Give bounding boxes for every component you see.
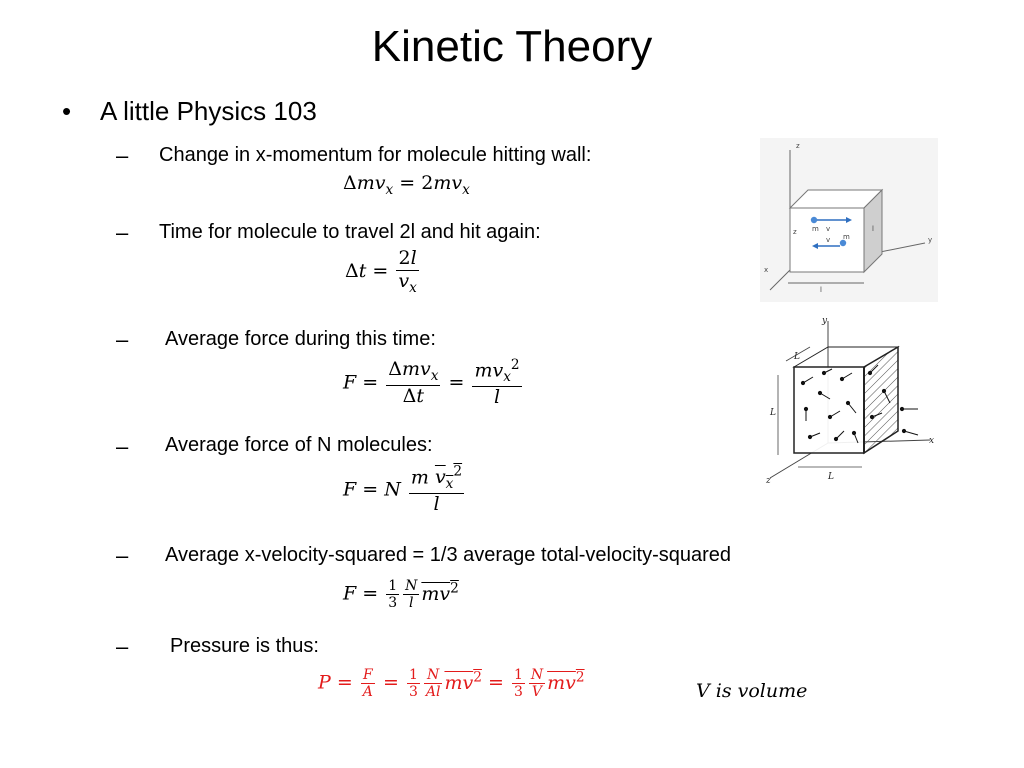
equation-force-total: F = $\frac{1}{3}$ $\frac{N}{l}$ $mv^2$ xyxy=(343,578,459,612)
side-length-label: L xyxy=(828,472,834,482)
gas-molecules-cube-diagram xyxy=(758,313,938,485)
velocity-label: v xyxy=(826,225,831,233)
item-pressure: Pressure is thus: xyxy=(170,635,319,657)
mass-label: m xyxy=(843,233,850,241)
dash-marker: – xyxy=(116,434,129,459)
side-length-label: L xyxy=(770,408,776,418)
bullet-heading: A little Physics 103 xyxy=(100,96,317,126)
z-axis-label: z xyxy=(766,476,771,485)
item-average-force: Average force during this time: xyxy=(165,328,436,350)
length-label: l xyxy=(820,286,822,294)
dash-marker: – xyxy=(116,634,129,659)
item-time: Time for molecule to travel 2l and hit again: xyxy=(159,221,541,243)
dash-marker: – xyxy=(116,327,129,352)
single-molecule-box-diagram xyxy=(760,138,938,302)
x-axis-label: x xyxy=(929,436,935,446)
side-length-label: L xyxy=(794,352,800,362)
mass-label: m xyxy=(812,225,819,233)
equation-average-force: F = $\frac{\Delta mv_x}{\Delta t}$ = $\frac{mv_x^2}{l}$ xyxy=(343,357,520,408)
x-axis-label: x xyxy=(764,266,769,274)
equation-time: Δt = $\frac{2l}{v_x}$ xyxy=(345,247,417,296)
y-axis-label: y xyxy=(928,236,933,244)
bullet-marker: • xyxy=(62,96,72,126)
item-velocity-squared: Average x-velocity-squared = 1/3 average total-velocity-squared xyxy=(165,544,732,566)
equation-pressure: P = $\frac{F}{A}$ = $\frac{1}{3}$ $\frac{N}{Al}$ $mv^2$ = $\frac{1}{3}$ $\frac{N}{V}$ $mv^2$ xyxy=(318,667,585,701)
dash-marker: – xyxy=(116,143,129,168)
cube-wall xyxy=(864,347,898,453)
equation-momentum: $\Delta mv_x = 2mv_x$ xyxy=(343,172,470,198)
molecule-icon xyxy=(811,217,817,223)
equation-force-n: F = N $\frac{m v_x^2}{l}$ xyxy=(343,464,463,515)
item-force-n-molecules: Average force of N molecules: xyxy=(165,434,433,456)
dash-marker: – xyxy=(116,543,129,568)
item-momentum: Change in x-momentum for molecule hitting wall: xyxy=(159,144,592,166)
volume-note: V is volume xyxy=(696,680,808,702)
z-axis-label: z xyxy=(796,142,800,150)
z-side-label: z xyxy=(793,228,797,236)
wall-label: l xyxy=(872,225,874,233)
dash-marker: – xyxy=(116,220,129,245)
slide-title: Kinetic Theory xyxy=(371,22,653,71)
velocity-label: v xyxy=(826,236,831,244)
y-axis-label: y xyxy=(822,316,828,326)
